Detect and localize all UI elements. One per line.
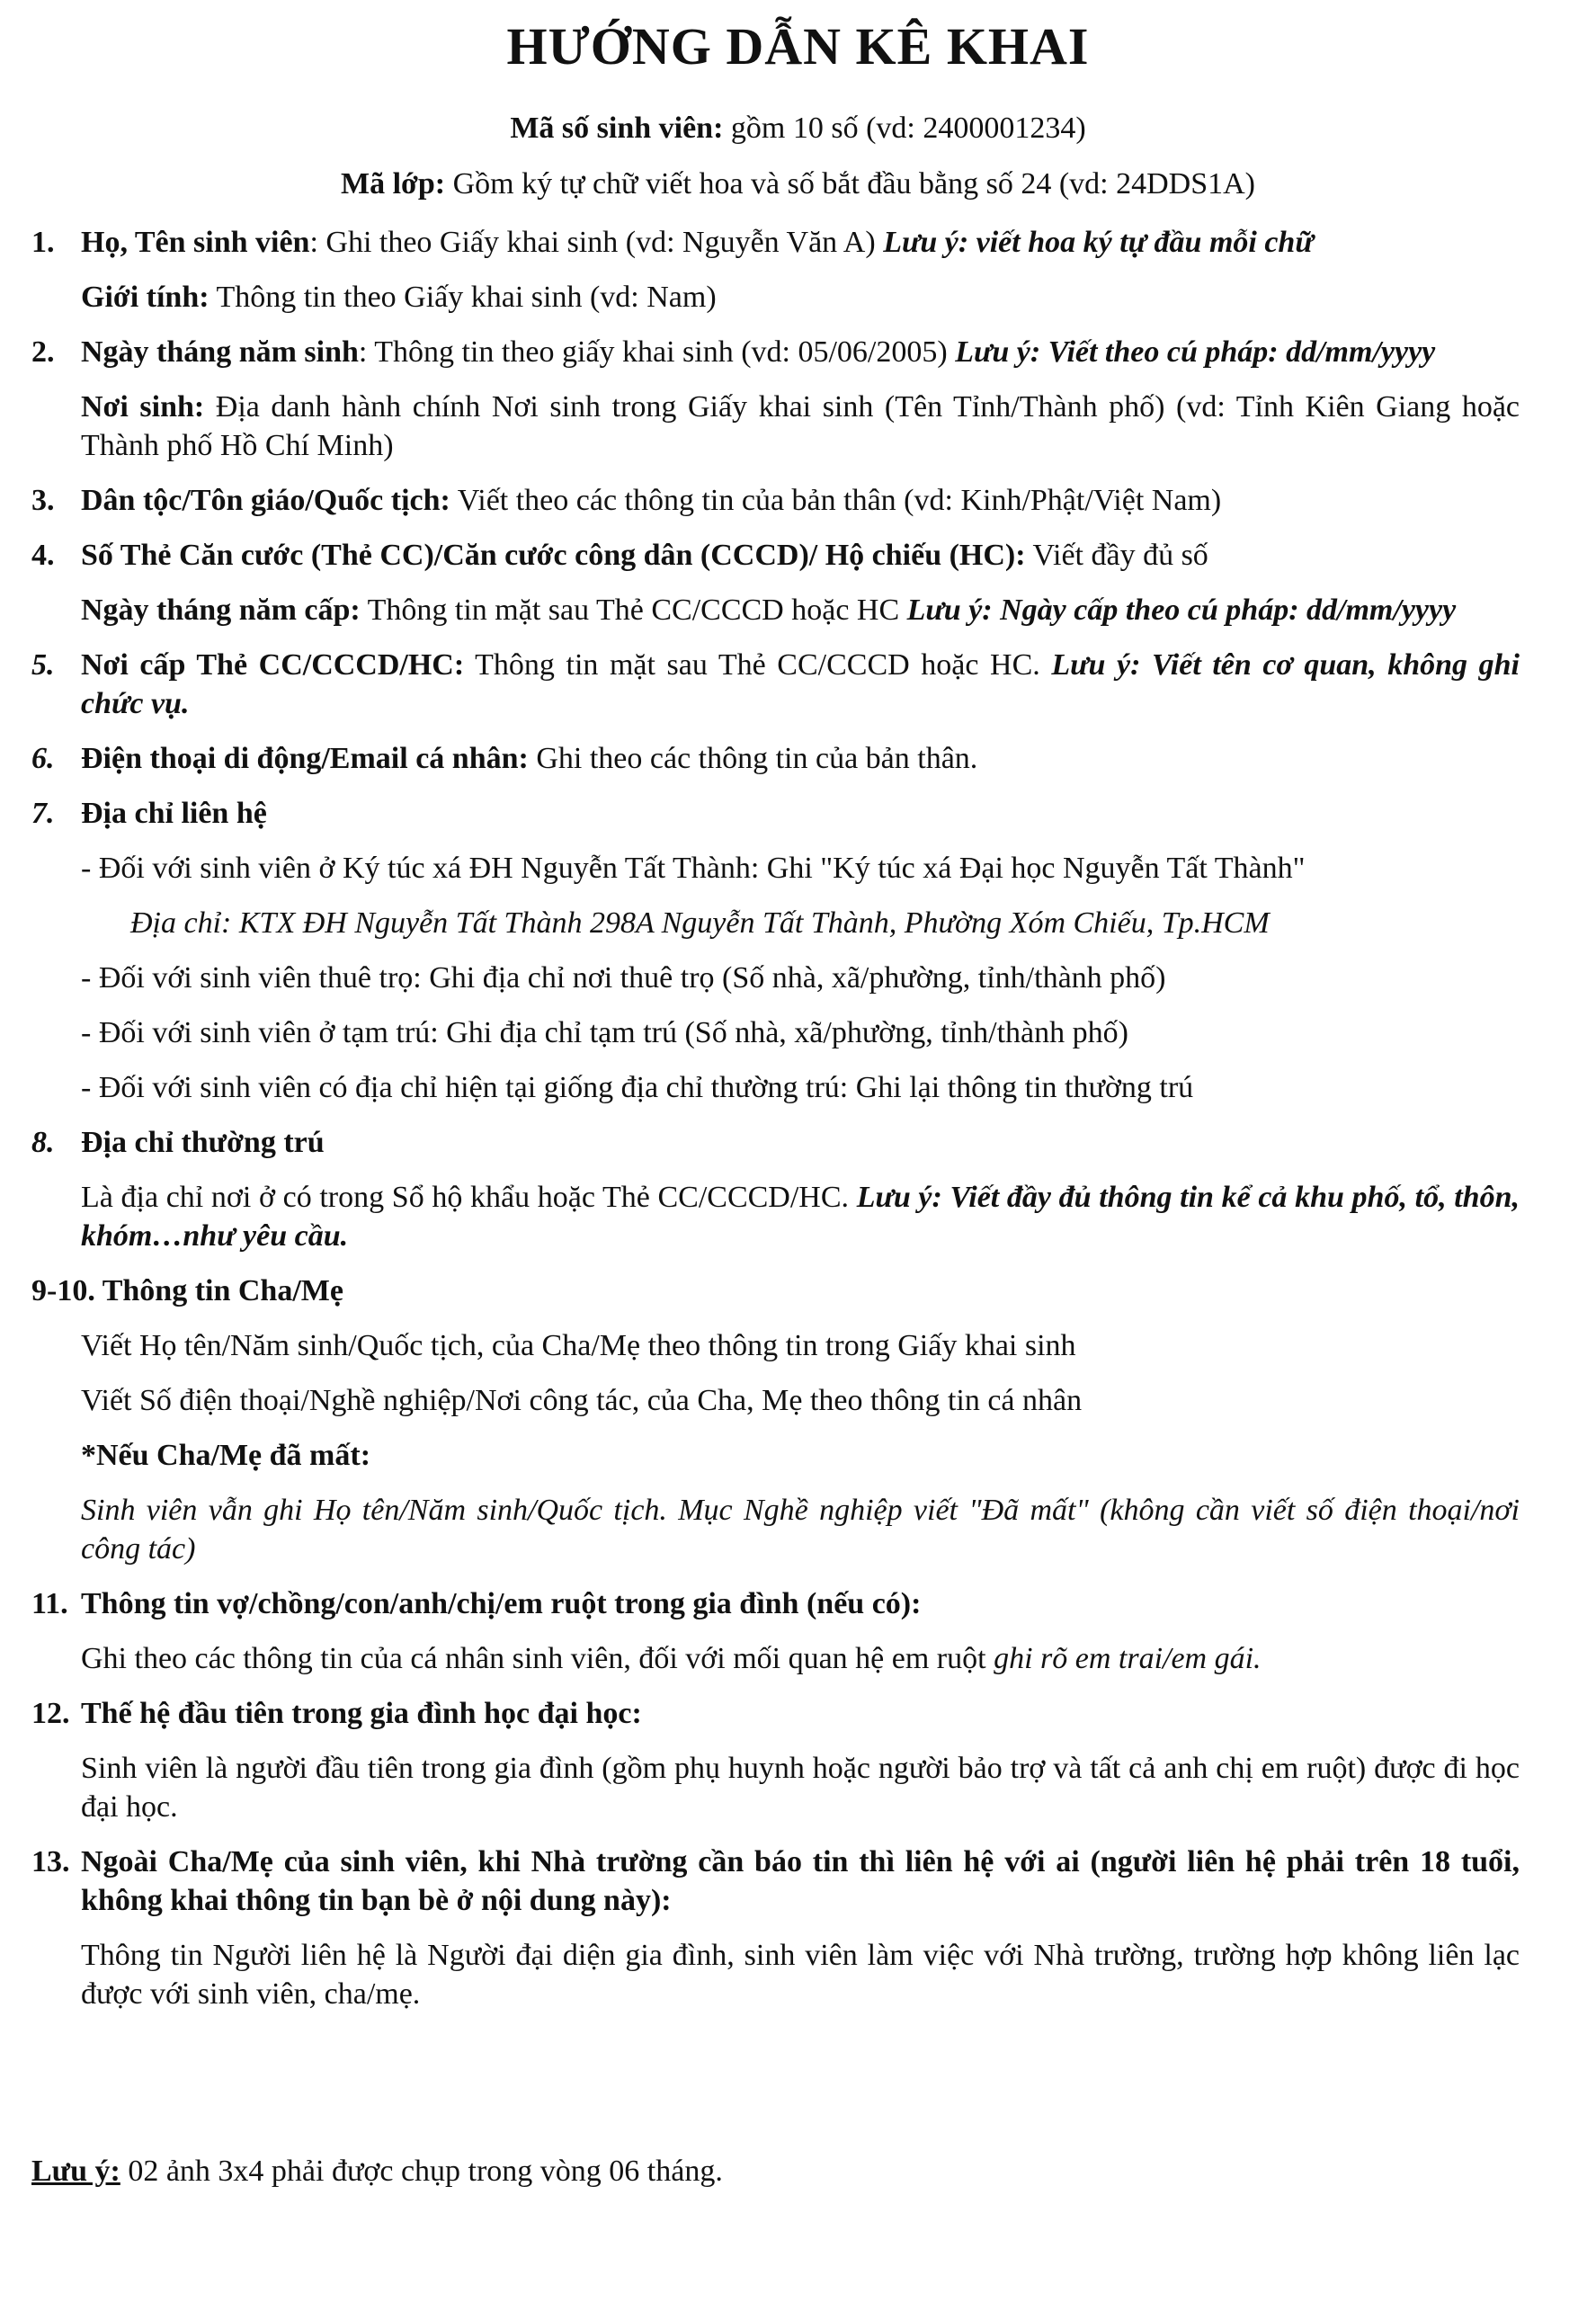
item-label: Ngoài Cha/Mẹ của sinh viên, khi Nhà trường cần báo tin thì liên hệ với ai (người liên hệ phải trên 18 tuổi, không khai thông tin bạn bè ở nội dung này):: [81, 1845, 1520, 1917]
footer-note-label: Lưu ý:: [31, 2155, 120, 2188]
student-id-text: gồm 10 số (vd: 2400001234): [723, 112, 1086, 145]
item-label: Địa chỉ liên hệ: [81, 797, 267, 830]
item-text: Thông tin theo Giấy khai sinh (vd: Nam): [209, 281, 717, 314]
item-text: Ghi theo các thông tin của bản thân.: [528, 742, 978, 775]
item-13: [31, 1842, 1520, 1920]
item-note: Lưu ý: viết hoa ký tự đầu mỗi chữ: [883, 226, 1314, 259]
item-8: [31, 1123, 1520, 1162]
instructions-list: [31, 223, 1520, 2030]
item-label: Địa chỉ thường trú: [81, 1126, 325, 1159]
student-id-line: [0, 112, 1596, 146]
item-number: 4.: [31, 539, 55, 572]
item-9-line-b: Viết Số điện thoại/Nghề nghiệp/Nơi công tác, của Cha, Mẹ theo thông tin cá nhân: [81, 1384, 1083, 1417]
item-text: Thông tin mặt sau Thẻ CC/CCCD hoặc HC: [360, 593, 907, 627]
item-number: 11.: [31, 1587, 68, 1620]
item-text: Là địa chỉ nơi ở có trong Sổ hộ khẩu hoặc Thẻ CC/CCCD/HC.: [81, 1181, 857, 1214]
item-label: Ngày tháng năm sinh: [81, 335, 359, 369]
item-7-dorm-address: Địa chỉ: KTX ĐH Nguyễn Tất Thành 298A Nguyễn Tất Thành, Phường Xóm Chiếu, Tp.HCM: [130, 906, 1270, 940]
item-9-line-a: Viết Họ tên/Năm sinh/Quốc tịch, của Cha/Mẹ theo thông tin trong Giấy khai sinh: [81, 1329, 1076, 1362]
item-text: Địa danh hành chính Nơi sinh trong Giấy khai sinh (Tên Tỉnh/Thành phố) (vd: Tỉnh Kiên Giang hoặc Thành phố Hồ Chí Minh): [81, 390, 1520, 462]
class-code-text: Gồm ký tự chữ viết hoa và số bắt đầu bằng số 24 (vd: 24DDS1A): [445, 167, 1255, 201]
item-number: 2.: [31, 335, 55, 369]
item-number: 12.: [31, 1697, 70, 1730]
item-label: Họ, Tên sinh viên: [81, 226, 310, 259]
footer-note-text: 02 ảnh 3x4 phải được chụp trong vòng 06 tháng.: [120, 2155, 723, 2188]
page-title: HƯỚNG DẪN KÊ KHAI: [506, 17, 1090, 76]
item-5: [31, 646, 1520, 723]
item-label: Thế hệ đầu tiên trong gia đình học đại học:: [81, 1697, 642, 1730]
student-id-label: Mã số sinh viên:: [510, 112, 724, 145]
item-note: Lưu ý: Ngày cấp theo cú pháp: dd/mm/yyyy: [906, 593, 1457, 627]
item-2: [31, 333, 1520, 371]
item-9-deceased-heading: *Nếu Cha/Mẹ đã mất:: [81, 1439, 371, 1472]
item-number: 5.: [31, 648, 55, 682]
item-11: [31, 1584, 1520, 1623]
item-label: Ngày tháng năm cấp:: [81, 593, 361, 627]
item-4: [31, 536, 1520, 575]
item-12: [31, 1694, 1520, 1733]
item-note: Lưu ý: Viết tên cơ quan, không ghi chức vụ.: [81, 648, 1520, 720]
item-text: Viết theo các thông tin của bản thân (vd: Kinh/Phật/Việt Nam): [450, 484, 1222, 517]
item-label: Giới tính:: [81, 281, 210, 314]
item-7-rent: - Đối với sinh viên thuê trọ: Ghi địa chỉ nơi thuê trọ (Số nhà, xã/phường, tỉnh/thành phố): [81, 961, 1166, 995]
item-1: [31, 223, 1520, 262]
item-11-detail: [31, 1639, 1520, 1678]
item-text: Viết đầy đủ số: [1025, 539, 1208, 572]
item-number: 1.: [31, 226, 55, 259]
item-12-detail: Sinh viên là người đầu tiên trong gia đình (gồm phụ huynh hoặc người bảo trợ và tất cả anh chị em ruột) được đi học đại học.: [81, 1752, 1520, 1824]
item-7-temporary: - Đối với sinh viên ở tạm trú: Ghi địa chỉ tạm trú (Số nhà, xã/phường, tỉnh/thành phố): [81, 1016, 1128, 1049]
item-label: Điện thoại di động/Email cá nhân:: [81, 742, 529, 775]
item-9-deceased-note: Sinh viên vẫn ghi Họ tên/Năm sinh/Quốc tịch. Mục Nghề nghiệp viết "Đã mất" (không cần viết số điện thoại/nơi công tác): [81, 1494, 1520, 1566]
item-note: Lưu ý: Viết theo cú pháp: dd/mm/yyyy: [955, 335, 1436, 369]
footer-note: [31, 2155, 723, 2189]
item-7: [31, 794, 1520, 833]
item-number: 3.: [31, 484, 55, 517]
item-number: 6.: [31, 742, 55, 775]
item-text: : Thông tin theo giấy khai sinh (vd: 05/06/2005): [358, 335, 956, 369]
class-code-label: Mã lớp:: [340, 167, 446, 201]
item-number: 7.: [31, 797, 55, 830]
class-code-line: [0, 167, 1596, 201]
item-6: [31, 739, 1520, 778]
item-number: 13.: [31, 1845, 70, 1878]
item-9-10: 9-10. Thông tin Cha/Mẹ: [31, 1274, 343, 1307]
item-text: : Ghi theo Giấy khai sinh (vd: Nguyễn Văn A): [309, 226, 884, 259]
item-3: [31, 481, 1520, 520]
item-text: Thông tin mặt sau Thẻ CC/CCCD hoặc HC.: [464, 648, 1052, 682]
item-7-permanent: - Đối với sinh viên có địa chỉ hiện tại giống địa chỉ thường trú: Ghi lại thông tin thường trú: [81, 1071, 1194, 1104]
item-text: Ghi theo các thông tin của cá nhân sinh viên, đối với mối quan hệ em ruột: [81, 1642, 994, 1675]
item-note: ghi rõ em trai/em gái.: [994, 1642, 1262, 1675]
item-label: Dân tộc/Tôn giáo/Quốc tịch:: [81, 484, 450, 517]
item-label: Nơi sinh:: [81, 390, 205, 424]
item-13-detail: Thông tin Người liên hệ là Người đại diện gia đình, sinh viên làm việc với Nhà trường, trường hợp không liên lạc được với sinh viên, cha/mẹ.: [81, 1939, 1520, 2011]
item-note: Lưu ý: Viết đầy đủ thông tin kể cả khu phố, tổ, thôn, khóm…như yêu cầu.: [81, 1181, 1520, 1253]
item-label: Số Thẻ Căn cước (Thẻ CC)/Căn cước công dân (CCCD)/ Hộ chiếu (HC):: [81, 539, 1026, 572]
item-label: Nơi cấp Thẻ CC/CCCD/HC:: [81, 648, 465, 682]
item-number: 8.: [31, 1126, 55, 1159]
item-label: Thông tin vợ/chồng/con/anh/chị/em ruột trong gia đình (nếu có):: [81, 1587, 922, 1620]
item-7-dorm: - Đối với sinh viên ở Ký túc xá ĐH Nguyễn Tất Thành: Ghi "Ký túc xá Đại học Nguyễn Tất Thành": [81, 852, 1306, 885]
item-2-birthplace: [31, 388, 1520, 465]
item-4-issue-date: [31, 591, 1520, 629]
item-1-gender: [31, 278, 1520, 317]
item-8-detail: [31, 1178, 1520, 1255]
